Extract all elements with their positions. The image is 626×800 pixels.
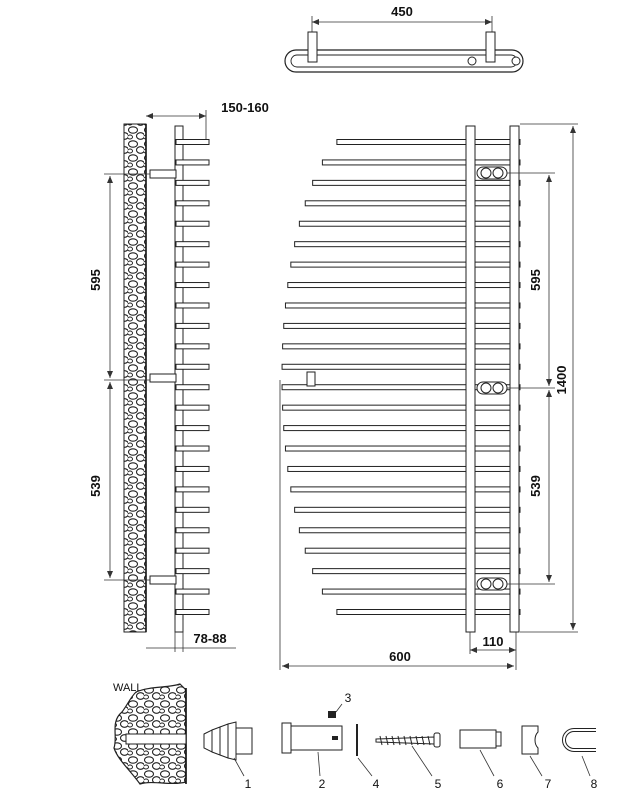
- side-bar: [176, 262, 209, 267]
- front-bar: [305, 548, 520, 553]
- front-valve: [307, 372, 315, 386]
- side-bar: [176, 303, 209, 308]
- front-bar: [295, 507, 520, 512]
- part-2-label: 2: [318, 777, 326, 791]
- part-5-label: 5: [434, 777, 442, 791]
- part-3-label: 3: [344, 691, 352, 705]
- front-bar: [295, 242, 520, 247]
- front-height-label: 1400: [554, 365, 569, 395]
- front-bar: [284, 426, 520, 431]
- front-bar: [305, 201, 520, 206]
- side-bar: [176, 283, 209, 288]
- part-8-label: 8: [590, 777, 598, 791]
- part-4-label: 4: [372, 777, 380, 791]
- side-bracket-top: [150, 170, 176, 178]
- top-bracket-left: [308, 32, 317, 62]
- top-view: [285, 4, 523, 72]
- front-bar: [322, 160, 520, 165]
- front-bar: [282, 364, 520, 369]
- side-bar: [176, 385, 209, 390]
- side-bar: [176, 344, 209, 349]
- part-6-label: 6: [496, 777, 504, 791]
- front-spacing-label: 110: [482, 634, 504, 649]
- part-8-u-clip: [564, 730, 596, 776]
- side-bar: [176, 487, 209, 492]
- part-1-wall-plug: [204, 722, 252, 776]
- front-bar: [283, 344, 520, 349]
- side-upper-label: 595: [88, 269, 103, 291]
- top-bracket-right: [486, 32, 495, 62]
- top-valve-left: [468, 57, 476, 65]
- front-bars: [282, 140, 520, 615]
- side-bar: [176, 140, 209, 145]
- front-bracket-middle: [477, 382, 507, 394]
- part-6-cover-sleeve: [460, 730, 501, 776]
- side-bar: [176, 528, 209, 533]
- part-7-label: 7: [544, 777, 552, 791]
- side-wall-stones: [124, 124, 146, 632]
- front-bar: [313, 569, 520, 574]
- side-bracket-bottom: [150, 576, 176, 584]
- side-lower-label: 539: [88, 475, 103, 497]
- side-bottom-label: 78-88: [193, 631, 227, 646]
- front-bar: [283, 405, 520, 410]
- side-bar: [176, 201, 209, 206]
- front-bar: [285, 303, 520, 308]
- front-bracket-bottom: [477, 578, 507, 590]
- part-5-screw: [376, 733, 440, 776]
- side-bar: [176, 160, 209, 165]
- front-bar: [288, 466, 520, 471]
- part-4-pin: [357, 724, 372, 776]
- front-lower-label: 539: [528, 475, 543, 497]
- part-7-clip: [522, 726, 542, 776]
- side-bar: [176, 446, 209, 451]
- mounting-parts: [113, 682, 598, 791]
- front-bar: [313, 180, 520, 185]
- side-bar: [176, 589, 209, 594]
- wall-drill-hole: [126, 734, 186, 744]
- front-bar: [288, 283, 520, 288]
- side-bar: [176, 610, 209, 615]
- front-upper-label: 595: [528, 269, 543, 291]
- front-bar: [337, 610, 520, 615]
- front-bar: [284, 323, 520, 328]
- front-bar: [299, 221, 520, 226]
- side-bar: [176, 405, 209, 410]
- front-bar: [291, 262, 520, 267]
- front-bar: [299, 528, 520, 533]
- front-bracket-top: [477, 167, 507, 179]
- front-view: [280, 124, 578, 670]
- side-bar: [176, 426, 209, 431]
- front-rail-left: [466, 126, 475, 632]
- side-bar: [176, 466, 209, 471]
- wall-label: WALL: [113, 682, 143, 694]
- side-bar: [176, 548, 209, 553]
- side-bracket-middle: [150, 374, 176, 382]
- front-width-label: 600: [389, 649, 411, 664]
- part-1-label: 1: [244, 777, 252, 791]
- front-bar: [285, 446, 520, 451]
- front-rail-right: [510, 126, 519, 632]
- top-width-label: 450: [391, 4, 413, 19]
- side-view: [88, 100, 269, 652]
- front-bar: [291, 487, 520, 492]
- side-bar: [176, 507, 209, 512]
- part-3-grub-screw: [328, 704, 342, 718]
- side-bar: [176, 364, 209, 369]
- side-bar: [176, 569, 209, 574]
- side-bar: [176, 242, 209, 247]
- side-bar: [176, 323, 209, 328]
- part-2-bracket-body: [282, 723, 342, 776]
- side-bar: [176, 221, 209, 226]
- top-valve-right: [512, 57, 520, 65]
- side-depth-label: 150-160: [221, 100, 269, 115]
- side-bar: [176, 180, 209, 185]
- front-bar: [337, 140, 520, 145]
